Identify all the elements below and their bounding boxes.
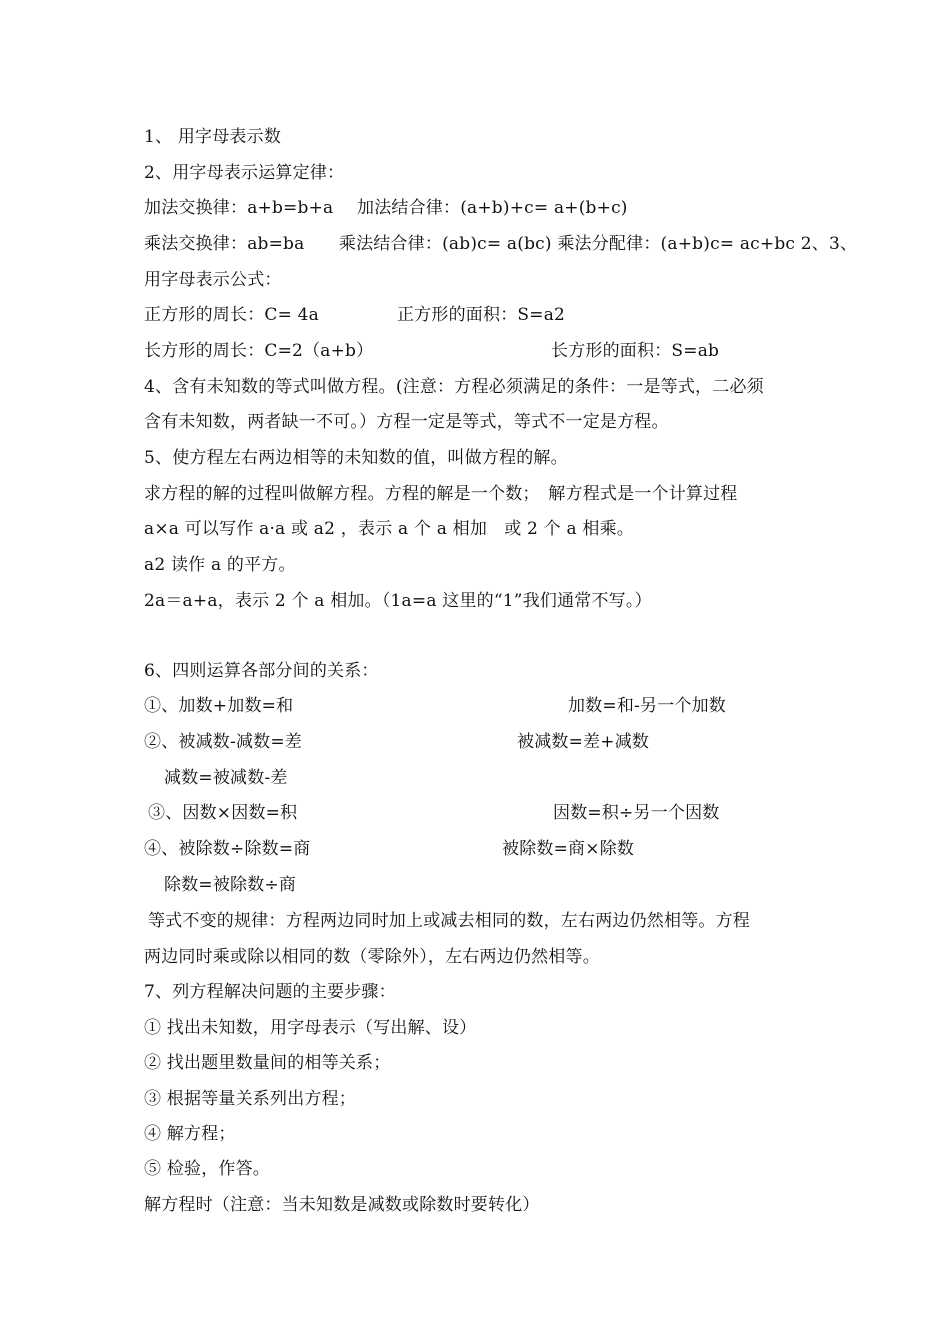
subtraction-relation: ②、被减数-减数=差 (144, 732, 302, 752)
heading-6-operation-relations: 6、四则运算各部分间的关系： (144, 661, 379, 681)
dividend-relation: 被除数=商×除数 (502, 839, 635, 859)
square-area: 正方形的面积：S=a2 (397, 305, 566, 325)
step-1: ① 找出未知数，用字母表示（写出解、设） (144, 1018, 477, 1038)
solving-equation-definition: 求方程的解的过程叫做解方程。方程的解是一个数； 解方程式是一个计算过程 (144, 484, 738, 504)
addition-relation: ①、加数+加数=和 (144, 696, 294, 716)
two-a-note: 2a＝a+a，表示 2 个 a 相加。（1a=a 这里的“1”我们通常不写。） (144, 591, 652, 611)
a-times-a-note: a×a 可以写作 a·a 或 a2 ，表示 a 个 a 相加 或 2 个 a 相乘。 (144, 519, 635, 539)
step-3: ③ 根据等量关系列出方程； (144, 1089, 357, 1109)
step-4: ④ 解方程； (144, 1124, 236, 1144)
solving-note: 解方程时（注意：当未知数是减数或除数时要转化） (144, 1195, 540, 1215)
equation-definition-cont: 含有未知数，两者缺一不可。）方程一定是等式，等式不一定是方程。 (144, 412, 669, 432)
heading-3-formulas: 用字母表示公式： (144, 270, 282, 290)
heading-1-letters-represent-numbers: 1、 用字母表示数 (144, 127, 282, 147)
heading-2-operation-laws: 2、用字母表示运算定律： (144, 163, 345, 183)
rectangle-area: 长方形的面积：S=ab (551, 341, 720, 361)
divisor-relation: 除数=被除数÷商 (164, 875, 297, 895)
equality-rule-cont: 两边同时乘或除以相同的数（零除外），左右两边仍然相等。 (144, 947, 600, 967)
equality-rule: 等式不变的规律：方程两边同时加上或减去相同的数，左右两边仍然相等。方程 (148, 911, 750, 931)
division-relation: ④、被除数÷除数=商 (144, 839, 311, 859)
minuend-relation: 被减数=差+减数 (517, 732, 650, 752)
equation-solution-definition: 5、使方程左右两边相等的未知数的值，叫做方程的解。 (144, 448, 568, 468)
equation-definition: 4、含有未知数的等式叫做方程。(注意：方程必须满足的条件：一是等式，二必须 (144, 377, 764, 397)
addition-commutative-law: 加法交换律：a+b=b+a (144, 198, 334, 218)
factor-relation: 因数=积÷另一个因数 (553, 803, 720, 823)
subtrahend-relation: 减数=被减数-差 (164, 768, 288, 788)
heading-7-solving-steps: 7、列方程解决问题的主要步骤： (144, 982, 396, 1002)
step-2: ② 找出题里数量间的相等关系； (144, 1053, 391, 1073)
square-perimeter: 正方形的周长：C= 4a (144, 305, 320, 325)
addition-associative-law: 加法结合律：(a+b)+c= a+(b+c) (357, 198, 628, 218)
multiplication-relation: ③、因数×因数=积 (148, 803, 298, 823)
addend-relation: 加数=和-另一个加数 (568, 696, 726, 716)
multiplication-laws-line: 乘法交换律：ab=ba 乘法结合律：(ab)c= a(bc) 乘法分配律：(a+b)c= ac+bc 2、3、 (144, 234, 858, 254)
step-5: ⑤ 检验，作答。 (144, 1159, 271, 1179)
rectangle-perimeter: 长方形的周长：C=2（a+b） (144, 341, 374, 361)
a-squared-reading: a2 读作 a 的平方。 (144, 555, 296, 575)
